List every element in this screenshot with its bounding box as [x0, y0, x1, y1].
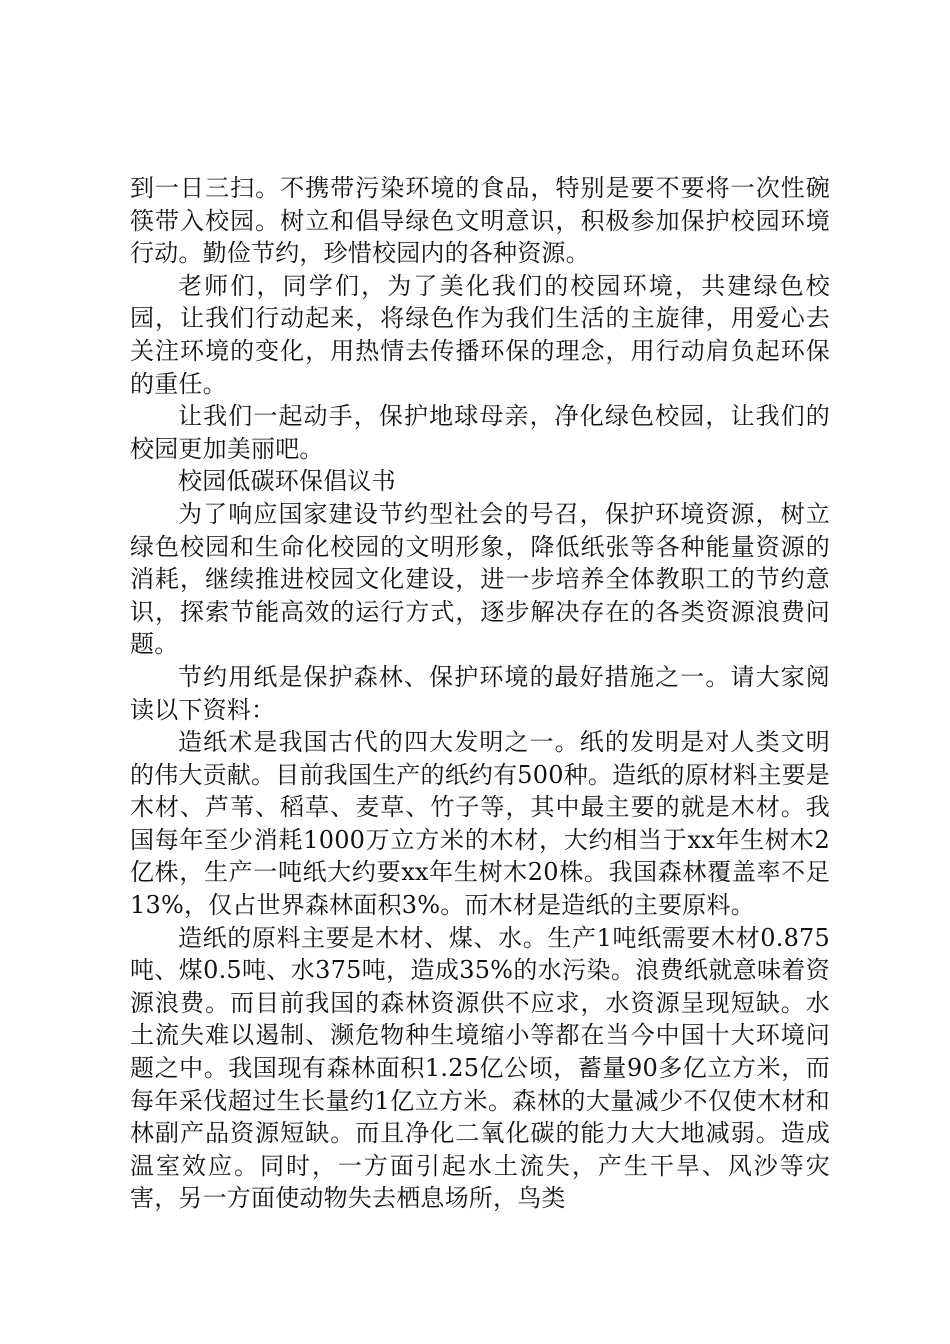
paragraph-closing: 让我们一起动手，保护地球母亲，净化绿色校园，让我们的校园更加美丽吧。 [130, 402, 830, 463]
document-body [130, 172, 830, 1215]
paragraph-paper-saving: 节约用纸是保护森林、保护环境的最好措施之一。请大家阅读以下资料： [130, 662, 830, 724]
paragraph-papermaking-history: 造纸术是我国古代的四大发明之一。纸的发明是对人类文明的伟大贡献。目前我国生产的纸约有500种。造纸的原材料主要是木材、芦苇、稻草、麦草、竹子等，其中最主要的就是木材。我国每年至少消耗1000万立方米的木材，大约相当于xx年生树木2亿株，生产一吨纸大约要xx年生树木20株。我国森林覆盖率不足13%，仅占世界森林面积3%。而木材是造纸的主要原料。 [130, 728, 830, 920]
paragraph-papermaking-resources: 造纸的原料主要是木材、煤、水。生产1吨纸需要木材0.875吨、煤0.5吨、水375吨，造成35%的水污染。浪费纸就意味着资源浪费。而目前我国的森林资源供不应求，水资源呈现短缺。水土流失难以遏制、濒危物种生境缩小等都在当今中国十大环境问题之中。我国现有森林面积1.25亿公顷，蓄量90多亿立方米，而每年采伐超过生长量约1亿立方米。森林的大量减少不仅使木材和林副产品资源短缺。而且净化二氧化碳的能力大大地减弱。造成温室效应。同时，一方面引起水土流失，产生干旱、风沙等灾害，另一方面使动物失去栖息场所，鸟类 [130, 923, 830, 1213]
paragraph-appeal: 老师们，同学们，为了美化我们的校园环境，共建绿色校园，让我们行动起来，将绿色作为我们生活的主旋律，用爱心去关注环境的变化，用热情去传播环保的理念，用行动肩负起环保的重任。 [130, 271, 830, 398]
section-title: 校园低碳环保倡议书 [178, 467, 396, 496]
paragraph-continuation: 到一日三扫。不携带污染环境的食品，特别是要不要将一次性碗筷带入校园。树立和倡导绿色文明意识，积极参加保护校园环境行动。勤俭节约，珍惜校园内的各种资源。 [130, 174, 830, 268]
paragraph-intro: 为了响应国家建设节约型社会的号召，保护环境资源，树立绿色校园和生命化校园的文明形象，降低纸张等各种能量资源的消耗，继续推进校园文化建设，进一步培养全体教职工的节约意识，探索节能高效的运行方式，逐步解决存在的各类资源浪费问题。 [130, 499, 830, 659]
